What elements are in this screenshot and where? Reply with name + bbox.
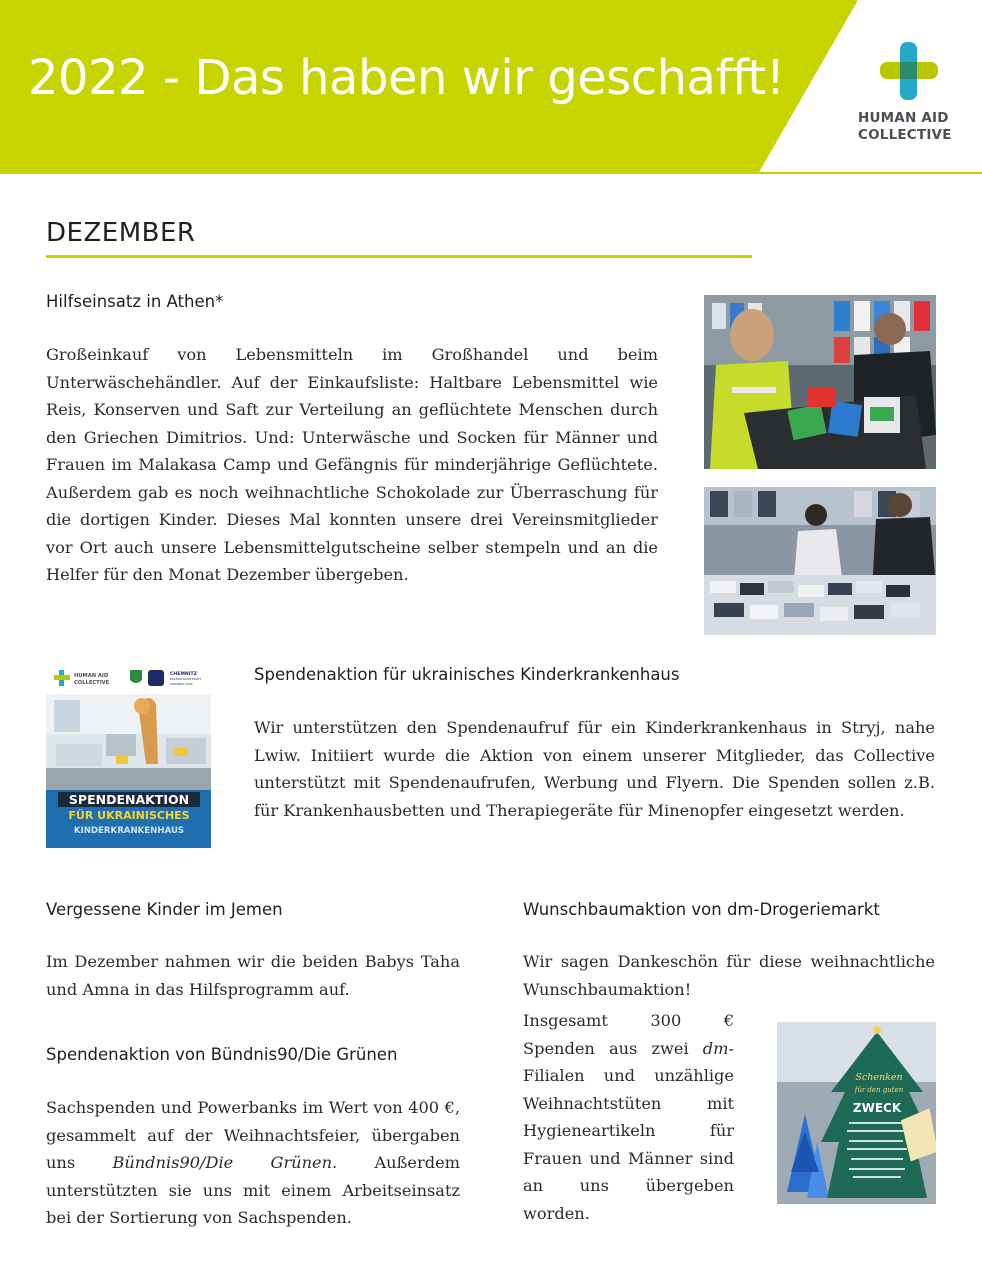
section-text-greens	[46, 1094, 460, 1232]
poster-brand-line2: COLLECTIVE	[74, 680, 110, 686]
star-icon	[873, 1026, 881, 1034]
poster-brand-line1: HUMAN AID	[74, 673, 109, 679]
month-heading: DEZEMBER	[46, 218, 196, 248]
month-divider	[46, 255, 752, 258]
section-heading-greens: Spendenaktion von Bündnis90/Die Grünen	[46, 1045, 398, 1064]
greens-text-part2: Außerdem unterstützten sie uns mit einem Arbeitseinsatz bei der Sortierung von Sachspenden.	[46, 1153, 460, 1227]
brand-name-line1: HUMAN AID	[858, 110, 949, 126]
brand-name	[858, 110, 958, 144]
section-text-dm-intro: Wir sagen Dankeschön für diese weihnachtliche Wunschbaumaktion!	[523, 952, 935, 999]
dm-text-part1: Insgesamt 300 € Spenden aus zwei	[523, 1011, 734, 1058]
dm-text-brand: dm	[702, 1038, 729, 1058]
poster-banner-line3: KINDERKRANKENHAUS	[73, 826, 185, 836]
section-heading-dm: Wunschbaumaktion von dm-Drogeriemarkt	[523, 900, 880, 919]
sign-script-line1: Schenken	[855, 1072, 903, 1083]
page-title: 2022 - Das haben wir geschafft!	[28, 50, 785, 106]
poster-city-line2: KULTURHAUPTSTADT	[170, 677, 202, 681]
greens-text-part1: Sachspenden und Powerbanks im Wert von 400 €, gesammelt auf der Weihnachtsfeier, übergaben uns	[46, 1098, 460, 1172]
section-text-yemen: Im Dezember nahmen wir die beiden Babys Taha und Amna in das Hilfsprogramm auf.	[46, 952, 460, 999]
section-text-ukraine: Wir unterstützen den Spendenaufruf für ein Kinderkrankenhaus in Stryj, nahe Lwiw. Initiiert wurde die Aktion von einem unserer Mitglieder, das Collective unterstützt mit Spendenaufrufen, Werbung und Flyern. Die Spenden sollen z.B. für Krankenhausbetten und Therapiegeräte für Minenopfer eingesetzt werden.	[254, 718, 935, 820]
chemnitz-logo-icon	[148, 670, 164, 686]
sign-script-line2: für den guten	[854, 1086, 904, 1094]
greens-text-party: Bündnis90/Die Grünen.	[112, 1153, 338, 1172]
crest-icon	[130, 670, 142, 683]
poster-banner-line2: FÜR UKRAINISCHES	[68, 809, 190, 822]
poster-ukraine-campaign	[46, 664, 211, 848]
brand-logo	[858, 42, 958, 152]
photo-shopping-cart	[704, 295, 936, 469]
poster-city-line3: EUROPAS 2025	[170, 682, 193, 686]
section-text-athens: Großeinkauf von Lebensmitteln im Großhandel und beim Unterwäschehändler. Auf der Einkaufsliste: Haltbare Lebensmittel wie Reis, Konserven und Saft zur Verteilung an geflüchtete Menschen durch den Griechen Dimitrios. Und: Unterwäsche und Socken für Männer und Frauen im Malakasa Camp und Gefängnis für minderjährige Geflüchtete. Außerdem gab es noch weihnachtliche Schokolade zur Überraschung für die dortigen Kinder. Dieses Mal konnten unsere drei Vereinsmitglieder vor Ort auch unsere Lebensmittelgutscheine selber stempeln und an die Helfer für den Monat Dezember übergeben.	[46, 345, 658, 584]
section-heading-ukraine: Spendenaktion für ukrainisches Kinderkrankenhaus	[254, 665, 680, 684]
photo-wishing-tree-sign	[777, 1022, 936, 1204]
dm-text-part2: -Filialen und unzählige Weihnachtstüten mit Hygieneartikeln für Frauen und Männer sind an uns übergeben worden.	[523, 1038, 734, 1223]
section-text-dm-body	[523, 1007, 734, 1227]
cross-logo-icon	[880, 42, 938, 100]
section-heading-athens: Hilfseinsatz in Athen*	[46, 292, 224, 311]
poster-banner-line1: SPENDENAKTION	[68, 792, 190, 807]
photo-underwear-shop	[704, 487, 936, 635]
poster-city-line1: CHEMNITZ	[170, 672, 197, 677]
brand-name-line2: COLLECTIVE	[858, 127, 952, 143]
sign-headline: ZWECK	[852, 1101, 902, 1115]
section-heading-yemen: Vergessene Kinder im Jemen	[46, 900, 283, 919]
